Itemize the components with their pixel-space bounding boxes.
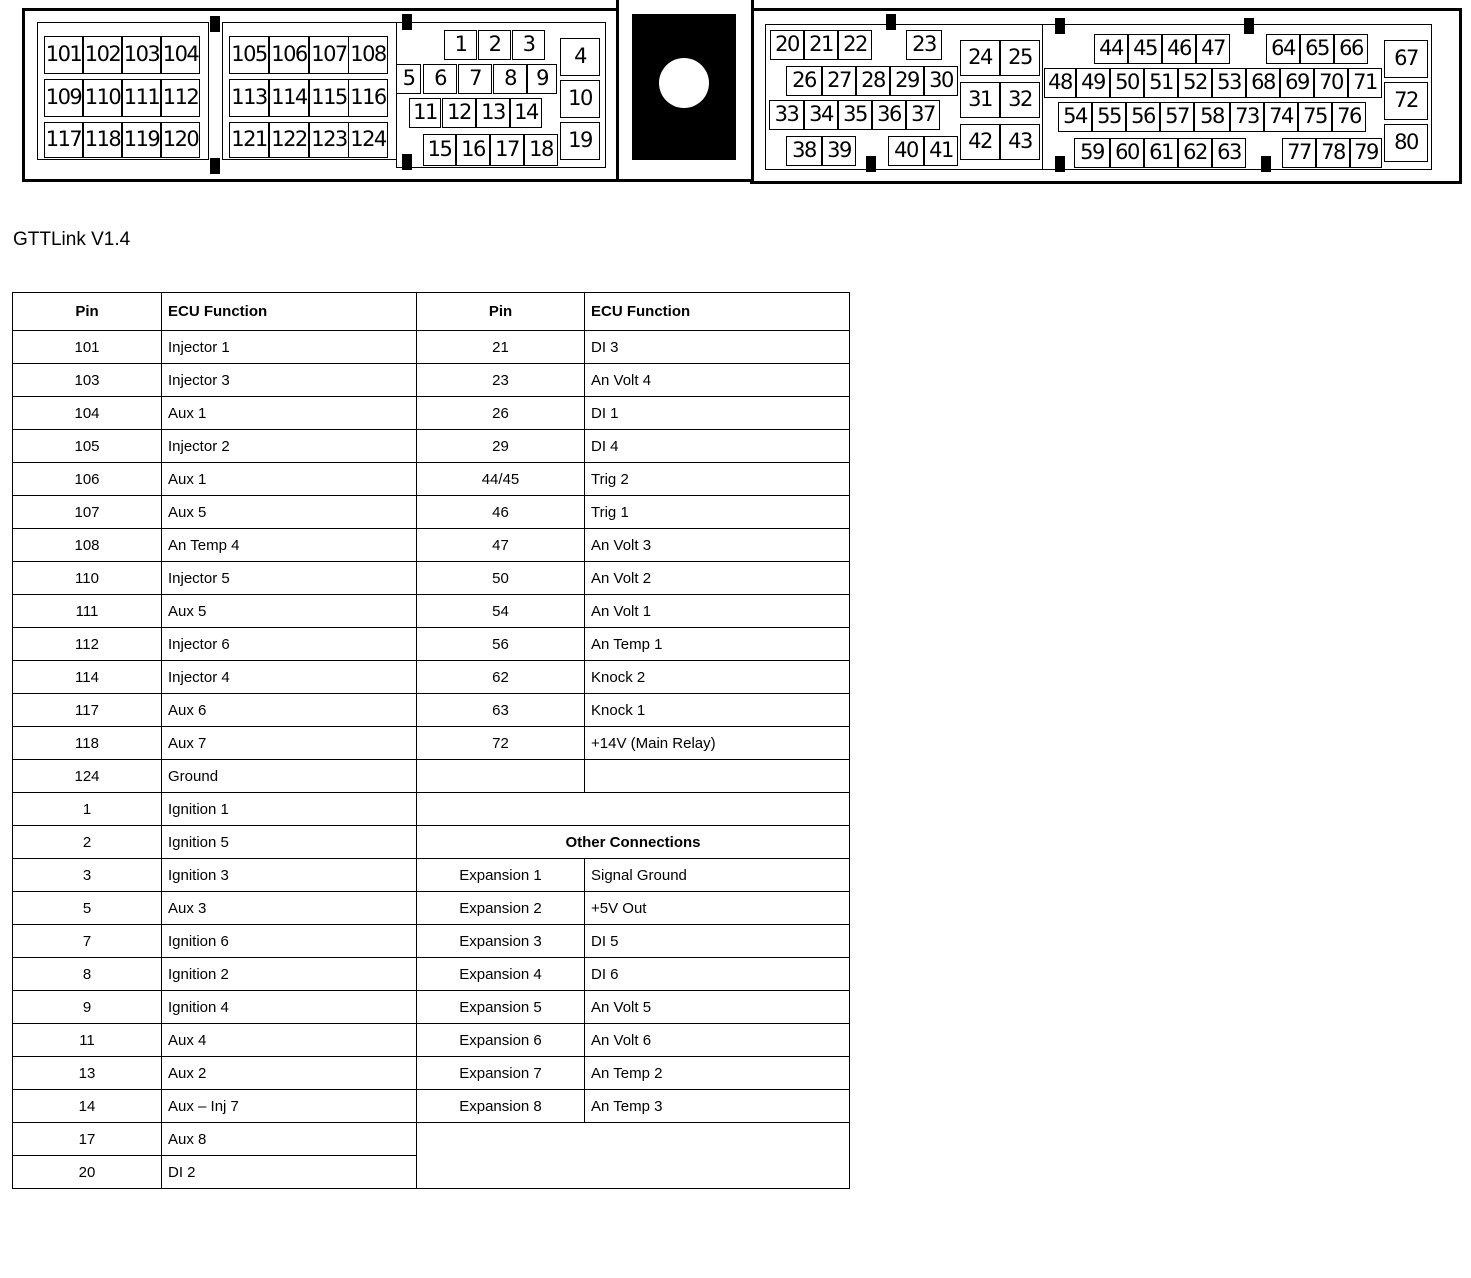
connector-pin-35: 35 <box>838 100 872 130</box>
connector-pin-50: 50 <box>1110 68 1144 98</box>
function-cell: +5V Out <box>585 892 850 925</box>
table-row <box>13 529 850 562</box>
connector-pin-14: 14 <box>510 98 542 128</box>
connector-pin-111: 111 <box>122 79 161 117</box>
empty-cell <box>585 760 850 793</box>
housing-notch <box>402 14 412 30</box>
connector-pin-32: 32 <box>1000 82 1040 118</box>
connector-pin-107: 107 <box>309 36 349 74</box>
function-cell: Aux 3 <box>162 892 417 925</box>
connector-pin-69: 69 <box>1280 68 1314 98</box>
function-cell: Trig 2 <box>585 463 850 496</box>
housing-notch <box>402 154 412 170</box>
connector-pin-5: 5 <box>396 64 421 94</box>
connector-pin-22: 22 <box>838 30 872 60</box>
connector-pin-23: 23 <box>906 30 942 60</box>
function-cell: Injector 4 <box>162 661 417 694</box>
pin-cell: 50 <box>417 562 585 595</box>
connector-pin-4: 4 <box>560 38 600 76</box>
connector-pin-12: 12 <box>442 98 476 128</box>
function-cell: An Temp 2 <box>585 1057 850 1090</box>
column-header-ecu-function: ECU Function <box>162 293 417 331</box>
function-cell: Ignition 2 <box>162 958 417 991</box>
table-row <box>13 628 850 661</box>
connector-pin-71: 71 <box>1348 68 1382 98</box>
connector-pin-103: 103 <box>122 36 161 74</box>
empty-cell <box>417 760 585 793</box>
table-row <box>13 1123 850 1156</box>
column-header-pin: Pin <box>417 293 585 331</box>
connector-pin-109: 109 <box>44 79 83 117</box>
pin-cell: 105 <box>13 430 162 463</box>
function-cell: Aux 1 <box>162 397 417 430</box>
connector-pin-47: 47 <box>1196 34 1230 64</box>
pin-cell: 46 <box>417 496 585 529</box>
pin-cell: 62 <box>417 661 585 694</box>
connector-pin-66: 66 <box>1334 34 1368 64</box>
connector-pin-45: 45 <box>1128 34 1162 64</box>
expansion-pin-cell: Expansion 7 <box>417 1057 585 1090</box>
function-cell: Aux 1 <box>162 463 417 496</box>
function-cell: Injector 3 <box>162 364 417 397</box>
connector-pin-40: 40 <box>888 136 924 166</box>
connector-pin-120: 120 <box>161 122 200 158</box>
function-cell: Aux 8 <box>162 1123 417 1156</box>
function-cell: Aux 7 <box>162 727 417 760</box>
pin-cell: 5 <box>13 892 162 925</box>
empty-cell <box>417 793 850 826</box>
connector-pin-33: 33 <box>769 100 804 130</box>
table-row <box>13 958 850 991</box>
table-row <box>13 595 850 628</box>
table-row <box>13 925 850 958</box>
connector-pin-80: 80 <box>1384 124 1428 162</box>
pin-function-table <box>12 292 850 1189</box>
pin-cell: 108 <box>13 529 162 562</box>
connector-pin-41: 41 <box>924 136 958 166</box>
pin-cell: 110 <box>13 562 162 595</box>
connector-pin-79: 79 <box>1350 138 1382 168</box>
table-body <box>13 331 850 1189</box>
function-cell: Aux 5 <box>162 595 417 628</box>
table-row <box>13 1024 850 1057</box>
connector-pin-11: 11 <box>409 98 441 128</box>
connector-pin-124: 124 <box>348 122 388 158</box>
table-row <box>13 397 850 430</box>
pin-cell: 11 <box>13 1024 162 1057</box>
connector-pin-118: 118 <box>83 122 122 158</box>
connector-pin-123: 123 <box>309 122 349 158</box>
function-cell: Knock 1 <box>585 694 850 727</box>
connector-pin-70: 70 <box>1314 68 1348 98</box>
connector-pin-27: 27 <box>822 66 856 96</box>
document-title: GTTLink V1.4 <box>13 229 131 250</box>
connector-pin-122: 122 <box>269 122 309 158</box>
function-cell: DI 1 <box>585 397 850 430</box>
table-row <box>13 727 850 760</box>
connector-pin-68: 68 <box>1246 68 1280 98</box>
expansion-pin-cell: Expansion 4 <box>417 958 585 991</box>
expansion-pin-cell: Expansion 2 <box>417 892 585 925</box>
table-header-row <box>13 293 850 331</box>
housing-notch <box>210 16 220 32</box>
pin-cell: 21 <box>417 331 585 364</box>
table-row <box>13 496 850 529</box>
pin-cell: 13 <box>13 1057 162 1090</box>
empty-cell <box>417 1123 850 1189</box>
pin-cell: 111 <box>13 595 162 628</box>
housing-notch <box>886 14 896 30</box>
table-row <box>13 760 850 793</box>
table-row <box>13 892 850 925</box>
housing-notch <box>1261 156 1271 172</box>
connector-pin-112: 112 <box>161 79 200 117</box>
connector-pin-25: 25 <box>1000 40 1040 76</box>
function-cell: Ignition 3 <box>162 859 417 892</box>
other-connections-header: Other Connections <box>417 826 850 859</box>
table-row <box>13 859 850 892</box>
function-cell: Injector 2 <box>162 430 417 463</box>
connector-pin-72: 72 <box>1384 82 1428 120</box>
connector-pin-65: 65 <box>1300 34 1334 64</box>
function-cell: Injector 1 <box>162 331 417 364</box>
pin-cell: 47 <box>417 529 585 562</box>
connector-pin-29: 29 <box>890 66 924 96</box>
connector-pin-3: 3 <box>512 30 545 60</box>
function-cell: Ignition 4 <box>162 991 417 1024</box>
housing-notch <box>1055 18 1065 34</box>
connector-pin-52: 52 <box>1178 68 1212 98</box>
housing-notch <box>1055 156 1065 172</box>
connector-pin-28: 28 <box>856 66 890 96</box>
pin-cell: 17 <box>13 1123 162 1156</box>
connector-pin-54: 54 <box>1058 102 1092 132</box>
connector-pin-61: 61 <box>1144 138 1178 168</box>
connector-pin-34: 34 <box>804 100 838 130</box>
function-cell: DI 4 <box>585 430 850 463</box>
pin-cell: 107 <box>13 496 162 529</box>
connector-pin-73: 73 <box>1230 102 1264 132</box>
connector-pin-17: 17 <box>490 134 524 166</box>
pin-cell: 117 <box>13 694 162 727</box>
column-header-ecu-function: ECU Function <box>585 293 850 331</box>
connector-pin-10: 10 <box>560 80 600 118</box>
expansion-pin-cell: Expansion 6 <box>417 1024 585 1057</box>
function-cell: Ignition 1 <box>162 793 417 826</box>
housing-notch <box>1244 18 1254 34</box>
connector-pin-31: 31 <box>960 82 1000 118</box>
connector-pin-49: 49 <box>1076 68 1110 98</box>
function-cell: DI 5 <box>585 925 850 958</box>
table-row <box>13 331 850 364</box>
table-row <box>13 364 850 397</box>
pin-cell: 101 <box>13 331 162 364</box>
connector-pin-15: 15 <box>423 134 456 166</box>
connector-pin-2: 2 <box>478 30 511 60</box>
table-row <box>13 430 850 463</box>
connector-pin-74: 74 <box>1264 102 1298 132</box>
function-cell: An Volt 4 <box>585 364 850 397</box>
function-cell: An Volt 6 <box>585 1024 850 1057</box>
connector-pin-13: 13 <box>476 98 510 128</box>
expansion-pin-cell: Expansion 8 <box>417 1090 585 1123</box>
connector-pin-59: 59 <box>1074 138 1110 168</box>
table-row <box>13 562 850 595</box>
connector-pin-119: 119 <box>122 122 161 158</box>
connector-pin-42: 42 <box>960 124 1000 160</box>
connector-pin-48: 48 <box>1044 68 1076 98</box>
connector-pin-9: 9 <box>527 64 557 94</box>
function-cell: Ignition 5 <box>162 826 417 859</box>
connector-pin-117: 117 <box>44 122 83 158</box>
connector-pin-16: 16 <box>456 134 490 166</box>
pin-cell: 106 <box>13 463 162 496</box>
housing-notch <box>210 158 220 174</box>
connector-pin-60: 60 <box>1110 138 1144 168</box>
connector-pin-37: 37 <box>906 100 940 130</box>
pin-cell: 72 <box>417 727 585 760</box>
ecu-connector-diagram <box>0 0 1471 195</box>
function-cell: An Volt 3 <box>585 529 850 562</box>
expansion-pin-cell: Expansion 5 <box>417 991 585 1024</box>
function-cell: DI 6 <box>585 958 850 991</box>
table-row <box>13 991 850 1024</box>
function-cell: +14V (Main Relay) <box>585 727 850 760</box>
connector-pin-51: 51 <box>1144 68 1178 98</box>
function-cell: An Temp 1 <box>585 628 850 661</box>
connector-pin-75: 75 <box>1298 102 1332 132</box>
function-cell: Aux 5 <box>162 496 417 529</box>
pin-cell: 14 <box>13 1090 162 1123</box>
function-cell: Ground <box>162 760 417 793</box>
pin-cell: 23 <box>417 364 585 397</box>
pin-cell: 29 <box>417 430 585 463</box>
expansion-pin-cell: Expansion 1 <box>417 859 585 892</box>
pin-cell: 7 <box>13 925 162 958</box>
function-cell: DI 3 <box>585 331 850 364</box>
connector-pin-56: 56 <box>1126 102 1160 132</box>
connector-pin-38: 38 <box>786 136 822 166</box>
pin-cell: 103 <box>13 364 162 397</box>
connector-pin-19: 19 <box>560 122 600 160</box>
pin-cell: 2 <box>13 826 162 859</box>
pin-cell: 118 <box>13 727 162 760</box>
connector-pin-53: 53 <box>1212 68 1246 98</box>
function-cell: Signal Ground <box>585 859 850 892</box>
connector-pin-20: 20 <box>770 30 804 60</box>
pin-cell: 8 <box>13 958 162 991</box>
connector-pin-64: 64 <box>1266 34 1300 64</box>
connector-pin-78: 78 <box>1316 138 1350 168</box>
table-row <box>13 661 850 694</box>
function-cell: Knock 2 <box>585 661 850 694</box>
function-cell: An Volt 2 <box>585 562 850 595</box>
pin-cell: 63 <box>417 694 585 727</box>
connector-pin-58: 58 <box>1194 102 1230 132</box>
table-row <box>13 793 850 826</box>
function-cell: An Temp 3 <box>585 1090 850 1123</box>
function-cell: Injector 6 <box>162 628 417 661</box>
connector-pin-63: 63 <box>1212 138 1246 168</box>
pin-cell: 114 <box>13 661 162 694</box>
function-cell: Ignition 6 <box>162 925 417 958</box>
function-cell: Injector 5 <box>162 562 417 595</box>
connector-key-hole <box>659 58 709 108</box>
connector-pin-104: 104 <box>161 36 200 74</box>
table-row <box>13 1090 850 1123</box>
table-row <box>13 826 850 859</box>
pin-cell: 56 <box>417 628 585 661</box>
pin-cell: 3 <box>13 859 162 892</box>
connector-pin-39: 39 <box>822 136 856 166</box>
function-cell: Trig 1 <box>585 496 850 529</box>
connector-pin-77: 77 <box>1282 138 1316 168</box>
function-cell: An Temp 4 <box>162 529 417 562</box>
table-row <box>13 1057 850 1090</box>
table-row <box>13 463 850 496</box>
connector-pin-101: 101 <box>44 36 83 74</box>
function-cell: An Volt 1 <box>585 595 850 628</box>
table-row <box>13 694 850 727</box>
pin-cell: 20 <box>13 1156 162 1189</box>
housing-notch <box>866 156 876 172</box>
connector-pin-108: 108 <box>348 36 388 74</box>
pin-cell: 44/45 <box>417 463 585 496</box>
expansion-pin-cell: Expansion 3 <box>417 925 585 958</box>
connector-pin-36: 36 <box>872 100 906 130</box>
column-header-pin: Pin <box>13 293 162 331</box>
function-cell: DI 2 <box>162 1156 417 1189</box>
pin-cell: 104 <box>13 397 162 430</box>
connector-pin-115: 115 <box>309 79 349 117</box>
connector-pin-116: 116 <box>348 79 388 117</box>
pin-cell: 54 <box>417 595 585 628</box>
connector-pin-102: 102 <box>83 36 122 74</box>
function-cell: Aux 2 <box>162 1057 417 1090</box>
connector-pin-7: 7 <box>458 64 492 94</box>
connector-pin-46: 46 <box>1162 34 1196 64</box>
pin-cell: 26 <box>417 397 585 430</box>
connector-pin-114: 114 <box>269 79 309 117</box>
connector-pin-105: 105 <box>229 36 269 74</box>
function-cell: Aux 6 <box>162 694 417 727</box>
connector-pin-121: 121 <box>229 122 269 158</box>
connector-pin-62: 62 <box>1178 138 1212 168</box>
connector-pin-26: 26 <box>786 66 822 96</box>
pin-cell: 112 <box>13 628 162 661</box>
connector-pin-113: 113 <box>229 79 269 117</box>
connector-pin-6: 6 <box>423 64 457 94</box>
connector-pin-24: 24 <box>960 40 1000 76</box>
connector-pin-21: 21 <box>804 30 838 60</box>
connector-pin-106: 106 <box>269 36 309 74</box>
connector-pin-44: 44 <box>1094 34 1128 64</box>
pin-cell: 1 <box>13 793 162 826</box>
connector-pin-8: 8 <box>493 64 527 94</box>
connector-pin-18: 18 <box>524 134 558 166</box>
pin-cell: 9 <box>13 991 162 1024</box>
connector-pin-43: 43 <box>1000 124 1040 160</box>
function-cell: Aux 4 <box>162 1024 417 1057</box>
function-cell: Aux – Inj 7 <box>162 1090 417 1123</box>
connector-pin-57: 57 <box>1160 102 1194 132</box>
connector-pin-67: 67 <box>1384 40 1428 78</box>
connector-pin-1: 1 <box>444 30 477 60</box>
connector-pin-30: 30 <box>924 66 958 96</box>
connector-pin-55: 55 <box>1092 102 1126 132</box>
function-cell: An Volt 5 <box>585 991 850 1024</box>
pin-cell: 124 <box>13 760 162 793</box>
connector-pin-76: 76 <box>1332 102 1366 132</box>
connector-pin-110: 110 <box>83 79 122 117</box>
